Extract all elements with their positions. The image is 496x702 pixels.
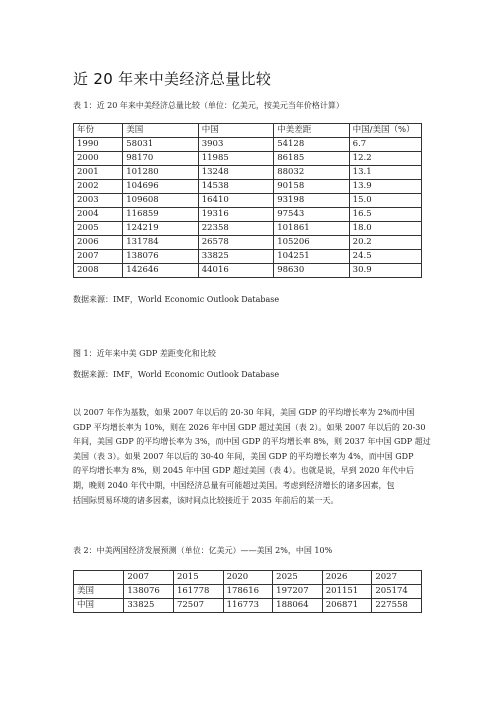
table-cell: 86185 bbox=[274, 152, 349, 166]
table-cell: 104251 bbox=[274, 250, 349, 264]
table-cell: 12.2 bbox=[349, 152, 421, 166]
table-cell: 6.7 bbox=[349, 138, 421, 152]
paragraph-line: 年间，美国 GDP 的平均增长率为 3%，而中国 GDP 的平均增长率 8%，则 2037 年中国 GDP 超过 bbox=[73, 437, 431, 447]
table-cell: 24.5 bbox=[349, 250, 421, 264]
table-cell: 101861 bbox=[274, 222, 349, 236]
table-cell: 58031 bbox=[123, 138, 198, 152]
paragraph-line: 以 2007 年作为基数，如果 2007 年以后的 20-30 年间，美国 GDP 的平均增长率为 2%而中国 bbox=[73, 408, 415, 417]
table-cell: 97543 bbox=[274, 208, 349, 222]
table-header-cell: 中国/美国（%） bbox=[349, 124, 421, 138]
gdp-comparison-table bbox=[73, 123, 422, 278]
table-header-cell: 中美差距 bbox=[274, 124, 349, 138]
paragraph-line: 美国（表 3）。如果 2007 年以后的 30-40 年间，美国 GDP 的平均增长率为 4%，而中国 GDP bbox=[73, 451, 414, 461]
table-cell: 104696 bbox=[123, 180, 198, 194]
table-cell: 54128 bbox=[274, 138, 349, 152]
table-cell: 88032 bbox=[274, 166, 349, 180]
table-cell: 124219 bbox=[123, 222, 198, 236]
table-cell: 2007 bbox=[74, 250, 123, 264]
table-cell: 138076 bbox=[124, 585, 174, 599]
table-cell: 33825 bbox=[198, 250, 273, 264]
table-cell: 13248 bbox=[198, 166, 273, 180]
table-cell: 15.0 bbox=[349, 194, 421, 208]
table-cell: 44016 bbox=[198, 264, 273, 278]
table-cell: 1990 bbox=[74, 138, 123, 152]
table-cell: 90158 bbox=[274, 180, 349, 194]
table-cell: 20.2 bbox=[349, 236, 421, 250]
table-cell: 中国 bbox=[74, 599, 124, 613]
table-cell: 2003 bbox=[74, 194, 123, 208]
table-cell: 72507 bbox=[173, 599, 223, 613]
table-row bbox=[74, 180, 422, 194]
table-cell: 2004 bbox=[74, 208, 123, 222]
table-header-cell: 2020 bbox=[223, 571, 273, 585]
table-header-cell: 2026 bbox=[322, 571, 372, 585]
table-header-cell: 年份 bbox=[74, 124, 123, 138]
table-cell: 3903 bbox=[198, 138, 273, 152]
table-row bbox=[74, 585, 422, 599]
table-header-row bbox=[74, 124, 422, 138]
table-cell: 201151 bbox=[322, 585, 372, 599]
table-cell: 101280 bbox=[123, 166, 198, 180]
table-row bbox=[74, 222, 422, 236]
table-cell: 33825 bbox=[124, 599, 174, 613]
table-cell: 26578 bbox=[198, 236, 273, 250]
table-cell: 16410 bbox=[198, 194, 273, 208]
table-cell: 30.9 bbox=[349, 264, 421, 278]
table-cell: 美国 bbox=[74, 585, 124, 599]
table-cell: 2001 bbox=[74, 166, 123, 180]
paragraph-line: 括国际贸易环境的诸多因素，该时间点比较接近于 2035 年前后的某一天。 bbox=[73, 495, 339, 505]
table-cell: 142646 bbox=[123, 264, 198, 278]
table-cell: 161778 bbox=[173, 585, 223, 599]
table-row bbox=[74, 264, 422, 278]
table-cell: 105206 bbox=[274, 236, 349, 250]
table1-caption: 表 1：近 20 年来中美经济总量比较（单位：亿美元，按美元当年价格计算） bbox=[73, 101, 344, 110]
table-cell: 13.1 bbox=[349, 166, 421, 180]
paragraph-line: 期，晚则 2040 年代中期，中国经济总量有可能超过美国。考虑到经济增长的诸多因素，包 bbox=[73, 480, 395, 490]
table-cell: 131784 bbox=[123, 236, 198, 250]
page-title: 近 20 年来中美经济总量比较 bbox=[73, 70, 272, 88]
table-row bbox=[74, 138, 422, 152]
table-header-cell: 2027 bbox=[372, 571, 422, 585]
table-cell: 14538 bbox=[198, 180, 273, 194]
table-header-cell: 2025 bbox=[273, 571, 323, 585]
table-cell: 2008 bbox=[74, 264, 123, 278]
gdp-forecast-table bbox=[73, 570, 422, 613]
table-header-cell: 中国 bbox=[198, 124, 273, 138]
table-cell: 205174 bbox=[372, 585, 422, 599]
table-cell: 98630 bbox=[274, 264, 349, 278]
table-cell: 13.9 bbox=[349, 180, 421, 194]
table-cell: 93198 bbox=[274, 194, 349, 208]
table2-caption: 表 2：中美两国经济发展预测（单位：亿美元）——美国 2%，中国 10% bbox=[73, 546, 333, 555]
table-cell: 16.5 bbox=[349, 208, 421, 222]
table-cell: 178616 bbox=[223, 585, 273, 599]
table-cell: 116773 bbox=[223, 599, 273, 613]
table-cell: 2000 bbox=[74, 152, 123, 166]
table-header-row bbox=[74, 571, 422, 585]
table-row bbox=[74, 152, 422, 166]
table-header-cell: 2007 bbox=[124, 571, 174, 585]
table-row bbox=[74, 236, 422, 250]
table-header-cell: 美国 bbox=[123, 124, 198, 138]
figure1-source: 数据来源：IMF，World Economic Outlook Database bbox=[73, 370, 280, 379]
table-cell: 2005 bbox=[74, 222, 123, 236]
table-cell: 2006 bbox=[74, 236, 123, 250]
table-cell: 109608 bbox=[123, 194, 198, 208]
table-cell: 22358 bbox=[198, 222, 273, 236]
table-row bbox=[74, 166, 422, 180]
table-header-cell bbox=[74, 571, 124, 585]
table-cell: 11985 bbox=[198, 152, 273, 166]
table-cell: 197207 bbox=[273, 585, 323, 599]
table-cell: 98170 bbox=[123, 152, 198, 166]
table-row bbox=[74, 599, 422, 613]
table-cell: 19316 bbox=[198, 208, 273, 222]
table-header-cell: 2015 bbox=[173, 571, 223, 585]
table-cell: 18.0 bbox=[349, 222, 421, 236]
table-row bbox=[74, 194, 422, 208]
table-cell: 116859 bbox=[123, 208, 198, 222]
table-cell: 206871 bbox=[322, 599, 372, 613]
table1-source: 数据来源：IMF，World Economic Outlook Database bbox=[73, 295, 280, 304]
figure1-caption: 图 1：近年来中美 GDP 差距变化和比较 bbox=[73, 349, 216, 358]
analysis-paragraph bbox=[73, 406, 431, 508]
table-cell: 188064 bbox=[273, 599, 323, 613]
table-cell: 138076 bbox=[123, 250, 198, 264]
paragraph-line: 的平均增长率为 8%，则 2045 年中国 GDP 超过美国（表 4）。也就是说，早到 2020 年代中后 bbox=[73, 466, 415, 476]
table-row bbox=[74, 250, 422, 264]
table-row bbox=[74, 208, 422, 222]
paragraph-line: GDP 平均增长率为 10%，则在 2026 年中国 GDP 超过美国（表 2）。如果 2007 年以后的 20-30 bbox=[73, 422, 426, 432]
table-cell: 2002 bbox=[74, 180, 123, 194]
table-cell: 227558 bbox=[372, 599, 422, 613]
